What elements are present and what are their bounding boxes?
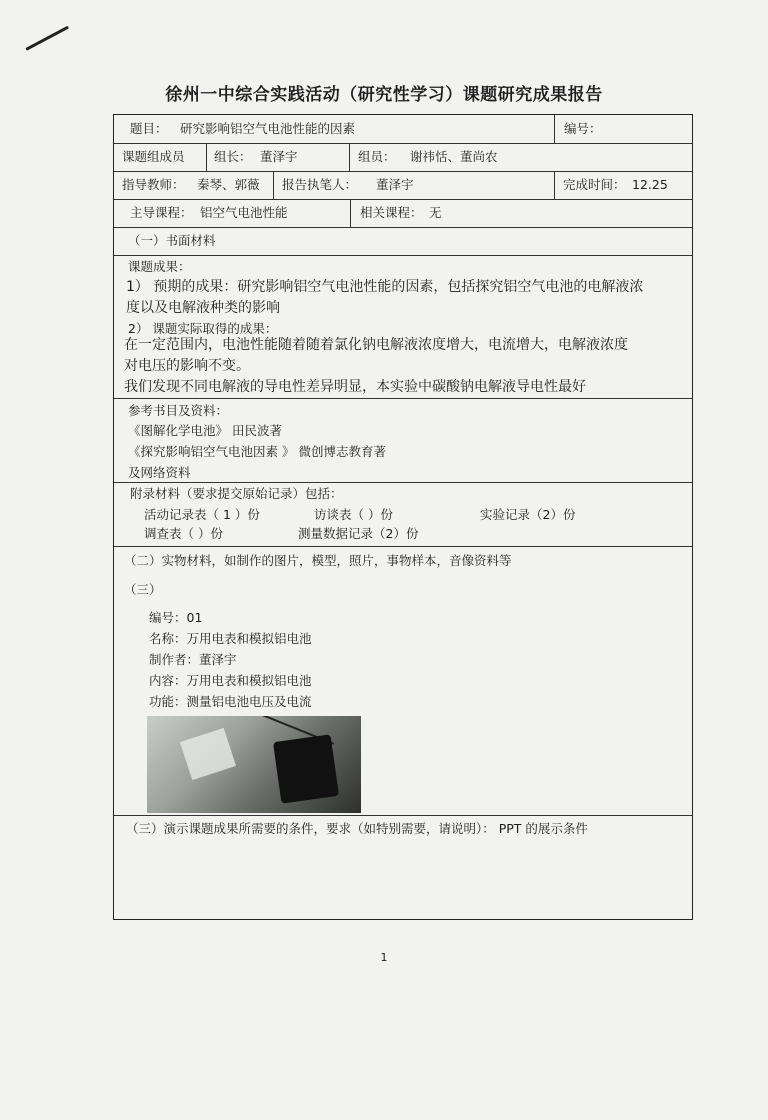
- actual-line-2: 对电压的影响不变。: [124, 358, 250, 374]
- completion-label: 完成时间：: [563, 177, 626, 192]
- item-content: 内容：万用电表和模拟铝电池: [149, 673, 312, 688]
- measurement-record: 测量数据记录（2）份: [298, 526, 419, 541]
- leader-label: 组长：: [214, 149, 252, 164]
- experiment-record: 实验记录（2）份: [480, 507, 576, 522]
- actual-line-1: 在一定范围内，电池性能随着随着氯化钠电解液浓度增大，电流增大，电解液浓度: [124, 337, 628, 353]
- actual-line-3: 我们发现不同电解液的导电性差异明显，本实验中碳酸钠电解液导电性最好: [124, 379, 586, 395]
- group-label: 组员：: [358, 149, 396, 164]
- appendix-label: 附录材料（要求提交原始记录）包括：: [130, 486, 343, 501]
- expected-line-2: 度以及电解液种类的影响: [126, 300, 280, 316]
- item-maker: 制作者：董泽宇: [149, 652, 237, 667]
- report-table: [113, 114, 693, 920]
- actual-heading: 2） 课题实际取得的成果：: [128, 321, 278, 336]
- reference-item: 《图解化学电池》 田民波著: [128, 423, 282, 438]
- results-label: 课题成果：: [128, 259, 191, 274]
- reference-item: 《探究影响铝空气电池因素 》 微创博志教育著: [128, 444, 386, 459]
- row-divider: [114, 227, 692, 228]
- reporter-value: 董泽宇: [376, 177, 414, 192]
- advisor-value: 秦琴、郭薇: [197, 177, 260, 192]
- demo-heading: （三）演示课题成果所需要的条件，要求（如特别需要，请说明）： PPT 的展示条件: [126, 821, 588, 836]
- item-function: 功能：测量铝电池电压及电流: [149, 694, 312, 709]
- physical-heading: （二）实物材料，如制作的图片，模型，照片，事物样本，音像资料等: [124, 553, 512, 568]
- number-label: 编号：: [564, 121, 602, 136]
- main-course-value: 铝空气电池性能: [200, 205, 288, 220]
- col-divider: [206, 143, 207, 171]
- col-divider: [554, 115, 555, 143]
- aluminum-plate: [180, 728, 236, 780]
- topic-value: 研究影响铝空气电池性能的因素: [180, 121, 356, 136]
- row-divider: [114, 546, 692, 547]
- activity-record: 活动记录表（ 1 ）份: [144, 507, 260, 522]
- pen-mark: [25, 26, 69, 51]
- survey-record: 调查表（ ）份: [144, 526, 223, 541]
- row-divider: [114, 255, 692, 256]
- document-title: 徐州一中综合实践活动（研究性学习）课题研究成果报告: [165, 85, 603, 105]
- col-divider: [273, 171, 274, 199]
- col-divider: [554, 171, 555, 199]
- reference-item: 及网络资料: [128, 465, 191, 480]
- row-divider: [114, 398, 692, 399]
- reporter-label: 报告执笔人：: [282, 177, 358, 192]
- leader-value: 董泽宇: [260, 149, 298, 164]
- main-course-label: 主导课程：: [130, 205, 193, 220]
- row-divider: [114, 815, 692, 816]
- page-number: 1: [380, 951, 388, 964]
- interview-record: 访谈表（ ）份: [314, 507, 393, 522]
- item-number: 编号：01: [149, 610, 203, 625]
- group-value: 谢祎恬、董尚农: [410, 149, 498, 164]
- row-divider: [114, 482, 692, 483]
- multimeter-photo: [147, 716, 361, 813]
- physical-subheading: （三）: [124, 582, 162, 597]
- expected-line-1: 1） 预期的成果：研究影响铝空气电池性能的因素，包括探究铝空气电池的电解液浓: [126, 279, 644, 295]
- completion-value: 12.25: [632, 177, 668, 192]
- written-heading: （一）书面材料: [128, 233, 216, 248]
- item-name: 名称：万用电表和模拟铝电池: [149, 631, 312, 646]
- row-divider: [114, 199, 692, 200]
- members-label: 课题组成员: [122, 149, 185, 164]
- col-divider: [350, 199, 351, 227]
- references-label: 参考书目及资料：: [128, 403, 229, 418]
- col-divider: [349, 143, 350, 171]
- related-course-label: 相关课程：: [360, 205, 423, 220]
- topic-label: 题目：: [130, 121, 168, 136]
- multimeter: [273, 734, 339, 803]
- advisor-label: 指导教师：: [122, 177, 185, 192]
- row-divider: [114, 143, 692, 144]
- row-divider: [114, 171, 692, 172]
- related-course-value: 无: [429, 205, 442, 220]
